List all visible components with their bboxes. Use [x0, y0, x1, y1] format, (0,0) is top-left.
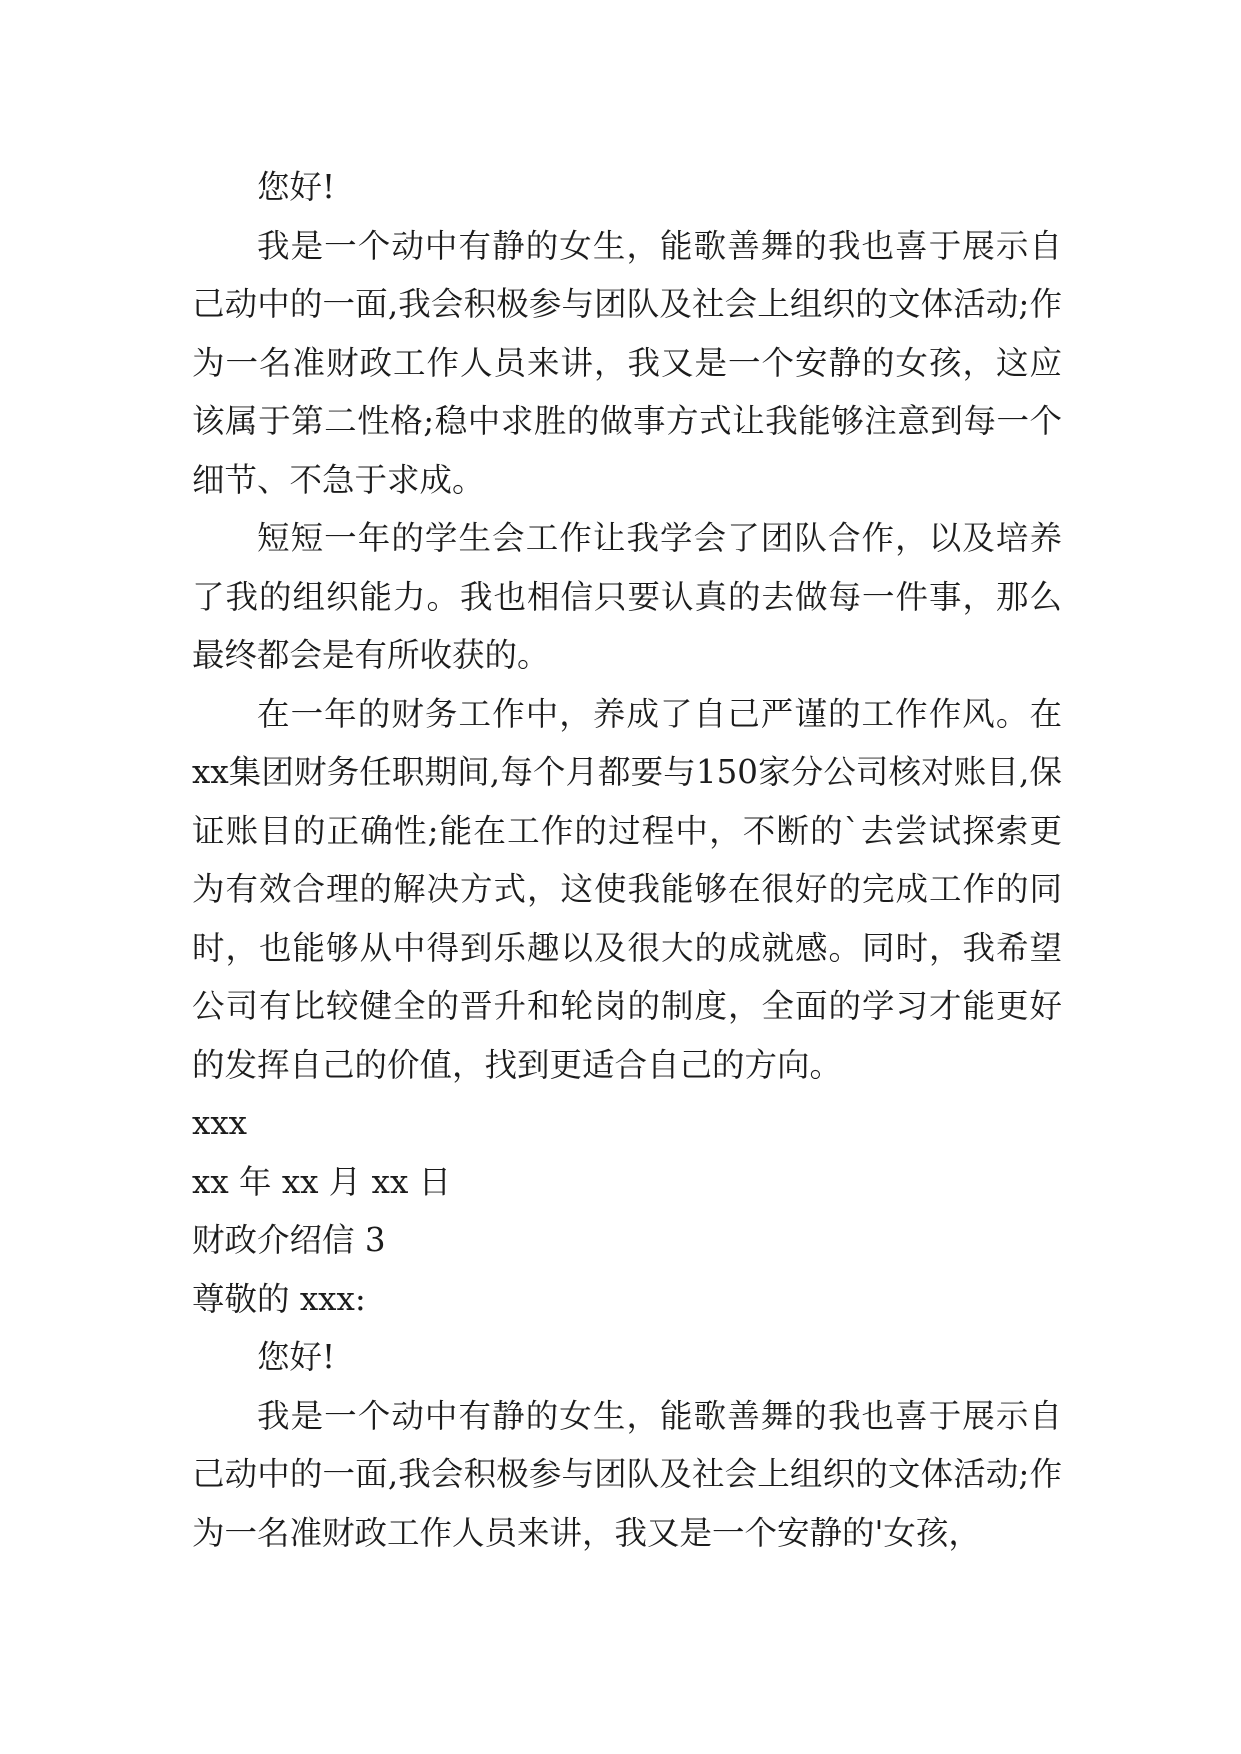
section-heading: 财政介绍信 3 [192, 1221, 386, 1259]
signature: xxx [192, 1104, 247, 1142]
paragraph-personality: 我是一个动中有静的女生，能歌善舞的我也喜于展示自己动中的一面,我会积极参与团队及社会上组织的文体活动;作为一名准财政工作人员来讲，我又是一个安静的女孩，这应该属于第二性格;稳中求胜的做事方式让我能够注意到每一个细节、不急于求成。 [192, 226, 1062, 499]
letter-date: xx 年 xx 月 xx 日 [192, 1162, 452, 1201]
paragraph-finance-work: 在一年的财务工作中，养成了自己严谨的工作作风。在xx集团财务任职期间,每个月都要与150家分公司核对账目,保证账目的正确性;能在工作的过程中，不断的`去尝试探索更为有效合理的解决方式，这使我能够在很好的完成工作的同时，也能够从中得到乐趣以及很大的成就感。同时，我希望公司有比较健全的晋升和轮岗的制度，全面的学习才能更好的发挥自己的价值，找到更适合自己的方向。 [192, 694, 1062, 1084]
greeting: 您好! [257, 168, 336, 206]
greeting-2: 您好! [257, 1338, 336, 1376]
salutation: 尊敬的 xxx: [192, 1279, 366, 1318]
paragraph-personality-2: 我是一个动中有静的女生，能歌善舞的我也喜于展示自己动中的一面,我会积极参与团队及社会上组织的文体活动;作为一名准财政工作人员来讲，我又是一个安静的'女孩， [192, 1396, 1062, 1552]
paragraph-student-union: 短短一年的学生会工作让我学会了团队合作，以及培养了我的组织能力。我也相信只要认真的去做每一件事，那么最终都会是有所收获的。 [192, 519, 1062, 674]
document-body [192, 158, 1062, 1562]
